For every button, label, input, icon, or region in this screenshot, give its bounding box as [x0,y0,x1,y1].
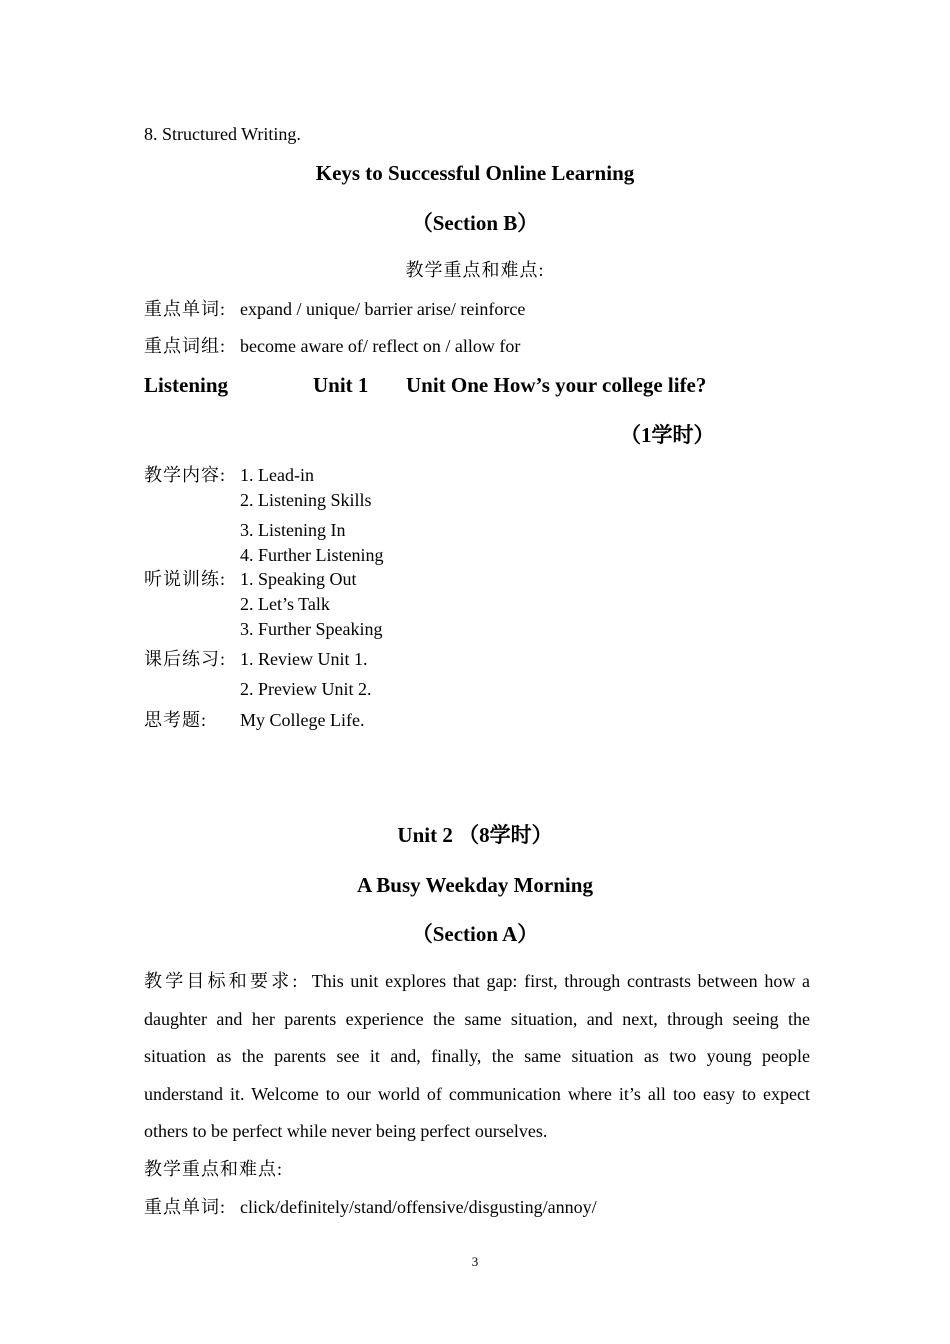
teaching-content-item: 2. Listening Skills [240,490,372,510]
structured-writing-line: 8. Structured Writing. [144,124,301,144]
teaching-content-label: 教学内容: [144,465,227,485]
vocab-words-2: click/definitely/stand/offensive/disgusting/annoy/ [240,1197,597,1217]
key-difficult-label-2: 教学重点和难点: [144,1159,284,1179]
section-b-heading: （Section B） [411,211,539,235]
goals-paragraph [144,963,810,1151]
goals-label: 教学目标和要求: [144,971,299,991]
section-a-heading: （Section A） [411,922,539,946]
listening-unit-title: Unit One How’s your college life? [406,373,707,397]
speaking-training-item: 2. Let’s Talk [240,594,330,614]
homework-label: 课后练习: [144,649,227,669]
vocab-label-2: 重点单词: [144,1197,227,1217]
page-number: 3 [471,1254,479,1269]
discussion-text: My College Life. [240,710,365,730]
vocab-words: expand / unique/ barrier arise/ reinforce [240,299,526,319]
speaking-training-label: 听说训练: [144,569,227,589]
teaching-content-item: 4. Further Listening [240,545,384,565]
unit2-title: A Busy Weekday Morning [357,873,593,897]
key-difficult-label: 教学重点和难点: [405,260,545,280]
discussion-label: 思考题: [144,710,208,730]
speaking-training-item: 3. Further Speaking [240,619,383,639]
listening-unit: Unit 1 [313,373,369,397]
unit2-heading: Unit 2 （8学时） [397,823,553,847]
teaching-content-item: 3. Listening In [240,520,346,540]
homework-item: 1. Review Unit 1. [240,649,368,669]
speaking-training-item: 1. Speaking Out [240,569,357,589]
unit1-hours: （1学时） [620,423,715,447]
section-title-keys: Keys to Successful Online Learning [315,161,635,185]
teaching-content-item: 1. Lead-in [240,465,314,485]
vocab-label: 重点单词: [144,299,227,319]
homework-item: 2. Preview Unit 2. [240,679,372,699]
goals-text: This unit explores that gap: first, through contrasts between how a daughter and her parents experience the same situation, and next, through seeing the situation as the parents see it and, finally, the same situation as two young people understand it. Welcome to our world of communication where it’s all too easy to expect others to be perfect while never being perfect ourselves. [144,971,810,1141]
listening-label: Listening [144,373,229,397]
phrase-label: 重点词组: [144,336,227,356]
phrase-words: become aware of/ reflect on / allow for [240,336,521,356]
